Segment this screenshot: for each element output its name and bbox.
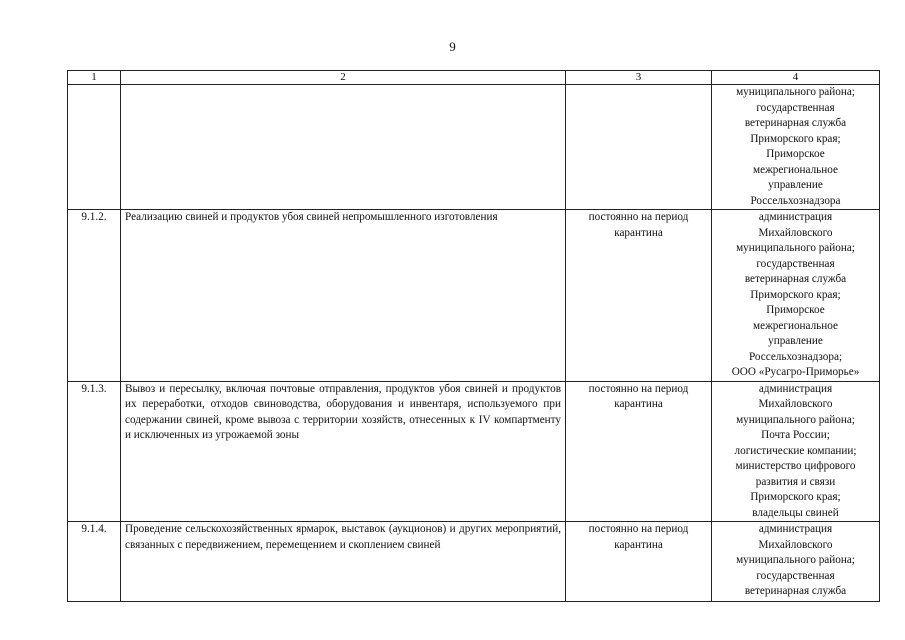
responsible-line: межрегиональное — [753, 319, 838, 332]
period-cell: постоянно на период карантина — [566, 522, 712, 602]
measure-description-cell: Проведение сельскохозяйственных ярмарок, выставок (аукционов) и других мероприятий, связанных с передвижением, перемещением и скоплением свиней — [121, 522, 566, 602]
column-header-1: 1 — [68, 71, 121, 85]
column-header-3: 3 — [566, 71, 712, 85]
responsible-line: администрация — [758, 382, 833, 395]
responsible-line: муниципального района; — [736, 242, 855, 254]
responsible-line: управление — [768, 335, 823, 347]
responsible-line: муниципального района; — [736, 86, 855, 98]
item-number-cell: 9.1.4. — [68, 522, 121, 602]
responsible-cell — [712, 381, 880, 522]
responsible-cell — [712, 210, 880, 382]
responsible-line: Михайловского — [758, 398, 833, 410]
responsible-line: управление — [768, 179, 823, 191]
responsible-cell — [712, 522, 880, 602]
responsible-line: муниципального района; — [736, 554, 855, 566]
item-number-cell: 9.1.3. — [68, 381, 121, 522]
responsible-line: Почта России; — [761, 429, 830, 441]
table-row — [68, 85, 880, 210]
column-header-2: 2 — [121, 71, 566, 85]
measure-description-cell: Вывоз и пересылку, включая почтовые отправления, продуктов убоя свиней и продуктов их переработки, отходов свиноводства, оборудования и инвентаря, используемого при содержании свиней, кроме вывоза с территории хозяйств, отнесенных к IV компартменту и исключенных из угрожаемой зоны — [121, 381, 566, 522]
responsible-line: ветеринарная служба — [744, 585, 847, 597]
table-row — [68, 381, 880, 522]
responsible-line: Михайловского — [758, 538, 833, 551]
responsible-line: развития и связи — [755, 475, 836, 488]
item-number-cell — [68, 85, 121, 210]
table-row — [68, 210, 880, 382]
responsible-line: ООО «Русагро-Приморье» — [731, 366, 860, 378]
table-row — [68, 522, 880, 602]
responsible-line: Приморского края; — [750, 491, 841, 503]
responsible-line: логистические компании; — [734, 444, 857, 457]
column-header-4: 4 — [712, 71, 880, 85]
period-cell — [566, 85, 712, 210]
responsible-line: Приморского края; — [750, 132, 841, 145]
responsible-line: администрация — [758, 523, 833, 535]
page-number: 9 — [449, 39, 456, 54]
responsible-line: ветеринарная служба — [744, 273, 847, 285]
responsible-line: министерство цифрового — [735, 460, 856, 472]
table-body — [68, 85, 880, 602]
item-number-cell: 9.1.2. — [68, 210, 121, 382]
responsible-line: Приморское — [766, 148, 825, 160]
responsible-line: Приморского края; — [750, 288, 841, 301]
responsible-line: Михайловского — [758, 226, 833, 239]
responsible-line: ветеринарная служба — [744, 117, 847, 129]
period-cell: постоянно на период карантина — [566, 210, 712, 382]
responsible-line: государственная — [756, 569, 835, 582]
responsible-line: межрегиональное — [753, 163, 838, 176]
period-cell: постоянно на период карантина — [566, 381, 712, 522]
table-header-row — [68, 71, 880, 85]
measures-table — [67, 70, 880, 602]
measure-description-cell: Реализацию свиней и продуктов убоя свиней непромышленного изготовления — [121, 210, 566, 382]
responsible-line: владельцы свиней — [752, 506, 839, 519]
responsible-line: государственная — [756, 257, 835, 270]
responsible-line: Россельхознадзора; — [748, 350, 843, 363]
responsible-line: муниципального района; — [736, 413, 855, 426]
responsible-line: Россельхознадзора — [750, 194, 841, 207]
responsible-line: государственная — [756, 101, 835, 114]
responsible-line: Приморское — [766, 304, 825, 316]
responsible-cell — [712, 85, 880, 210]
measure-description-cell — [121, 85, 566, 210]
responsible-line: администрация — [758, 211, 833, 223]
